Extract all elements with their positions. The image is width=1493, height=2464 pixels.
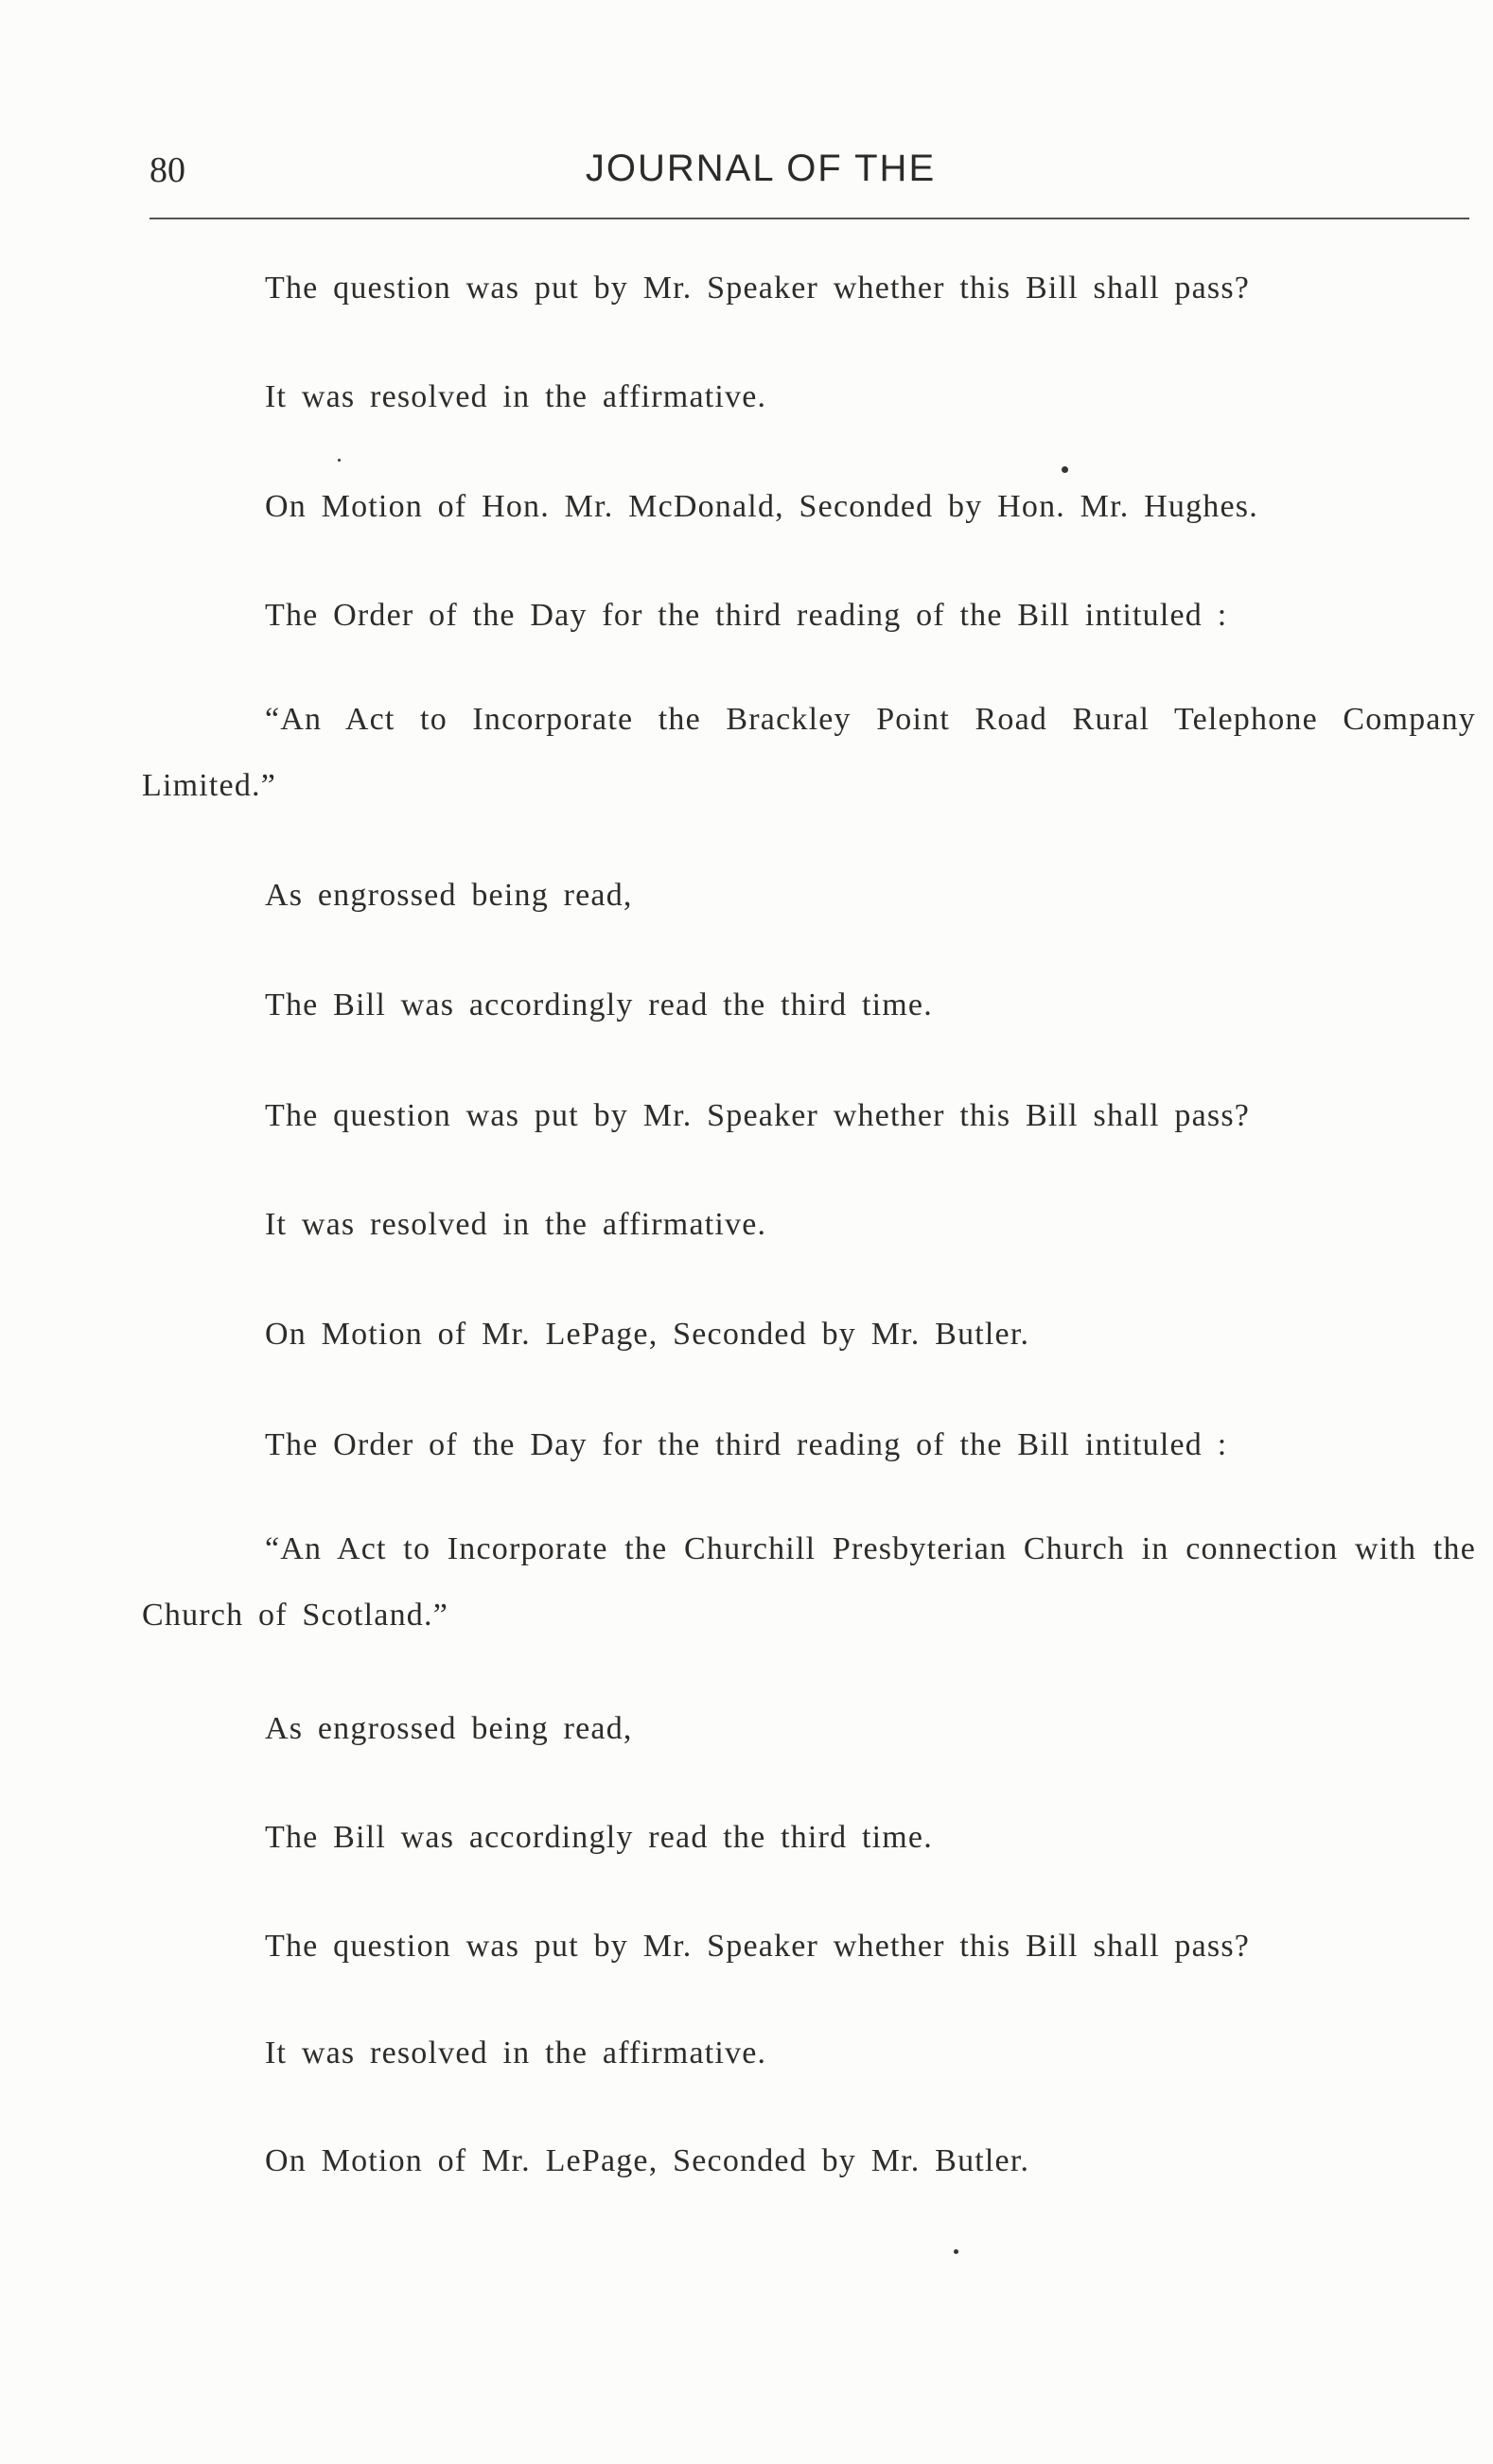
paragraph-third-reading-1: The Bill was accordingly read the third time. — [265, 987, 933, 1022]
paragraph-order-2: The Order of the Day for the third reading of the Bill intituled : — [265, 1427, 1228, 1462]
page-number: 80 — [149, 150, 185, 190]
paragraph-motion-3: On Motion of Mr. LePage, Seconded by Mr. Butler. — [265, 2143, 1030, 2178]
ink-speck — [338, 459, 341, 462]
paragraph-question-2: The question was put by Mr. Speaker whether this Bill shall pass? — [265, 1098, 1251, 1133]
running-title: JOURNAL OF THE — [585, 148, 937, 189]
paragraph-resolved-1: It was resolved in the affirmative. — [265, 379, 767, 414]
paragraph-order-1: The Order of the Day for the third reading of the Bill intituled : — [265, 598, 1228, 633]
paragraph-third-reading-2: The Bill was accordingly read the third time. — [265, 1820, 933, 1855]
paragraph-motion-1: On Motion of Hon. Mr. McDonald, Seconded by Hon. Mr. Hughes. — [265, 489, 1258, 524]
paragraph-question-1: The question was put by Mr. Speaker whether this Bill shall pass? — [265, 271, 1251, 306]
paragraph-engrossed-2: As engrossed being read, — [265, 1711, 633, 1746]
paragraph-bill-title-1: “An Act to Incorporate the Brackley Point Road Rural Telephone Company Limited.” — [142, 702, 1476, 803]
paragraph-motion-2: On Motion of Mr. LePage, Seconded by Mr. Butler. — [265, 1317, 1030, 1352]
header-rule — [149, 218, 1469, 219]
paragraph-engrossed-1: As engrossed being read, — [265, 878, 633, 913]
ink-speck — [954, 2249, 958, 2254]
paragraph-resolved-2: It was resolved in the affirmative. — [265, 1207, 767, 1242]
ink-speck — [1062, 466, 1068, 473]
paragraph-resolved-3: It was resolved in the affirmative. — [265, 2036, 767, 2071]
paragraph-question-3: The question was put by Mr. Speaker whether this Bill shall pass? — [265, 1929, 1251, 1964]
paragraph-bill-title-2: “An Act to Incorporate the Churchill Presbyterian Church in connection with the Church of Scotland.” — [142, 1531, 1476, 1633]
